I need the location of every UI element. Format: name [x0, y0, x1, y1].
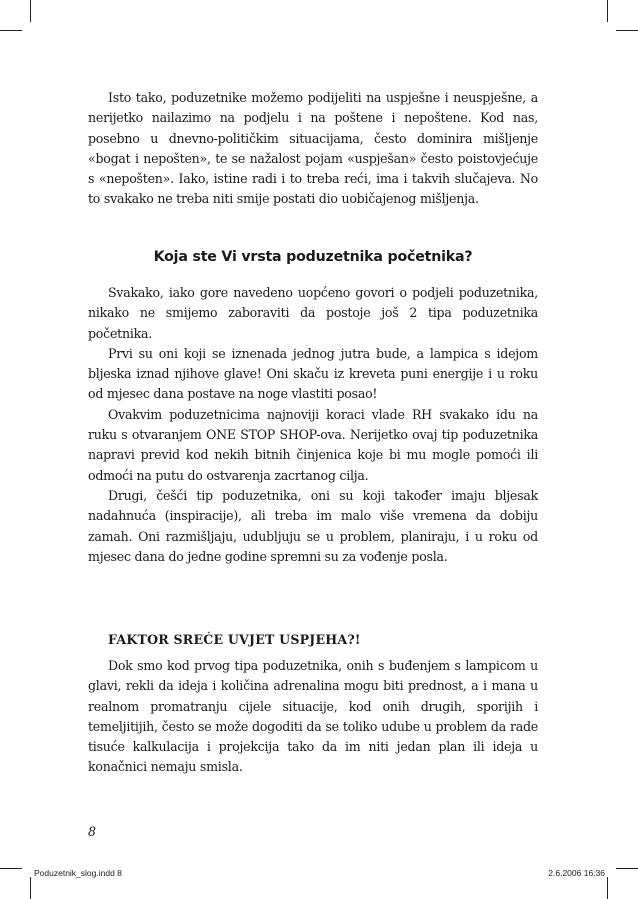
crop-mark — [616, 30, 638, 31]
paragraph: Svakako, iako gore navedeno uopćeno govori o podjeli poduzetnika, nikako ne smijemo zaboraviti da postoje još 2 tipa poduzetnika početnika. — [88, 285, 538, 341]
body-text — [88, 283, 538, 567]
paragraph: Dok smo kod prvog tipa poduzetnika, onih s buđenjem s lampicom u glavi, rekli da ideja i količina adrenalina mogu biti prednost, a i mana u realnom promatranju cijele situacije, kod onih drugih, sporijih i temeljitijih, često se može dogoditi da se toliko udube u problem da rade tisuće kalkulacija i projekcija tako da im niti jedan plan ili ideja u konačnici nemaju smisla. — [88, 658, 538, 775]
page-number: 8 — [88, 824, 97, 839]
subheading: FAKTOR SREĆE UVJET USPJEHA?! — [108, 632, 361, 647]
intro-text — [88, 88, 538, 210]
crop-mark — [30, 0, 31, 22]
crop-mark — [616, 868, 638, 869]
paragraph: Drugi, češći tip poduzetnika, oni su koji također imaju bljesak nadahnuća (inspiracije), ali treba im malo više vremena da dobiju zamah. Oni razmišljaju, udubljuju se u problem, planiraju, i u roku od mjesec dana do jedne godine spremni su za vođenje posla. — [88, 487, 538, 564]
paragraph: Isto tako, poduzetnike možemo podijeliti na uspješne i neuspješne, a nerijetko nailazimo na podjelu i na poštene i nepoštene. Kod nas, posebno u dnevno-političkim situacijama, često dominira mišljenje «bogat i nepošten», te se nažalost pojam «uspješan» često poistovjećuje s «nepošten». Iako, istine radi i to treba reći, ima i takvih slučajeva. No to svakako ne treba niti smije postati dio uobičajenog mišljenja. — [88, 90, 538, 207]
crop-mark — [0, 868, 22, 869]
section-heading: Koja ste Vi vrsta poduzetnika početnika? — [153, 249, 473, 265]
paragraph: Prvi su oni koji se iznenada jednog jutra bude, a lampica s idejom bljeska iznad njihove glave! Oni skaču iz kreveta puni energije i u roku od mjesec dana postave na noge vlastiti posao! — [88, 345, 538, 402]
closing-text — [88, 656, 538, 778]
crop-mark — [0, 30, 22, 31]
crop-mark — [607, 0, 608, 22]
crop-mark — [30, 877, 31, 899]
paragraph: Ovakvim poduzetnicima najnoviji koraci vlade RH svakako idu na ruku s otvaranjem ONE STOP SHOP-ova. Nerijetko ovaj tip poduzetnika napravi previd kod nekih bitnih činjenica koje bi mu mogle pomoći ili odmoći na putu do ostvarenja zacrtanog cilja. — [88, 406, 538, 483]
crop-mark — [607, 877, 608, 899]
slug-datetime: 2.6.2006 16:36 — [548, 868, 605, 878]
slug-filename: Poduzetnik_slog.indd 8 — [34, 868, 122, 878]
